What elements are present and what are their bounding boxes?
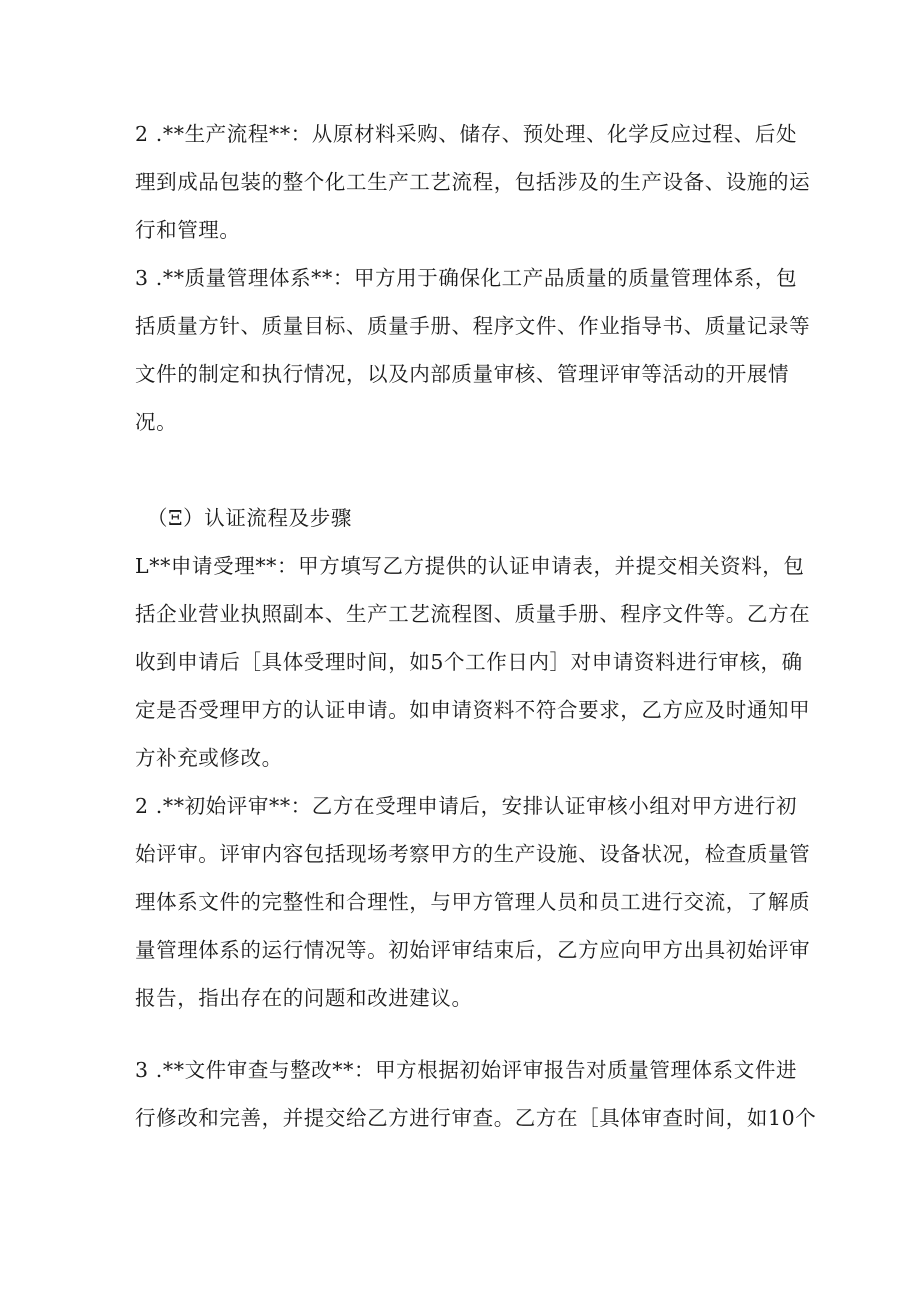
paragraph-line: 始评审。评审内容包括现场考察甲方的生产设施、设备状况，检查质量管 xyxy=(135,842,811,866)
paragraph-line: 行和管理。 xyxy=(135,218,241,242)
paragraph-line: 定是否受理甲方的认证申请。如申请资料不符合要求，乙方应及时通知甲 xyxy=(135,698,811,722)
paragraph-line: 3 .**质量管理体系**：甲方用于确保化工产品质量的质量管理体系，包 xyxy=(135,266,798,290)
paragraph-line: 2 .**生产流程**：从原材料采购、储存、预处理、化学反应过程、后处 xyxy=(135,122,798,146)
paragraph-line: 方补充或修改。 xyxy=(135,746,283,770)
paragraph-line: 量管理体系的运行情况等。初始评审结束后，乙方应向甲方出具初始评审 xyxy=(135,938,811,962)
paragraph-line: 文件的制定和执行情况，以及内部质量审核、管理评审等活动的开展情 xyxy=(135,362,790,386)
paragraph-line: 3 .**文件审查与整改**：甲方根据初始评审报告对质量管理体系文件进 xyxy=(135,1058,798,1082)
paragraph-line: 况。 xyxy=(135,410,178,434)
paragraph-line: L**申请受理**：甲方填写乙方提供的认证申请表，并提交相关资料，包 xyxy=(135,554,805,578)
section-heading: （Ξ）认证流程及步骤 xyxy=(147,506,352,530)
paragraph-line: 报告，指出存在的问题和改进建议。 xyxy=(135,986,473,1010)
paragraph-line: 理体系文件的完整性和合理性，与甲方管理人员和员工进行交流，了解质 xyxy=(135,890,811,914)
paragraph-line: 行修改和完善，并提交给乙方进行审查。乙方在［具体审查时间，如10个 xyxy=(135,1106,817,1130)
paragraph-line: 收到申请后［具体受理时间，如5个工作日内］对申请资料进行审核，确 xyxy=(135,650,803,674)
paragraph-line: 括企业营业执照副本、生产工艺流程图、质量手册、程序文件等。乙方在 xyxy=(135,602,811,626)
paragraph-line: 2 .**初始评审**：乙方在受理申请后，安排认证审核小组对甲方进行初 xyxy=(135,794,798,818)
paragraph-line: 括质量方针、质量目标、质量手册、程序文件、作业指导书、质量记录等 xyxy=(135,314,811,338)
paragraph-line: 理到成品包装的整个化工生产工艺流程，包括涉及的生产设备、设施的运 xyxy=(135,170,811,194)
